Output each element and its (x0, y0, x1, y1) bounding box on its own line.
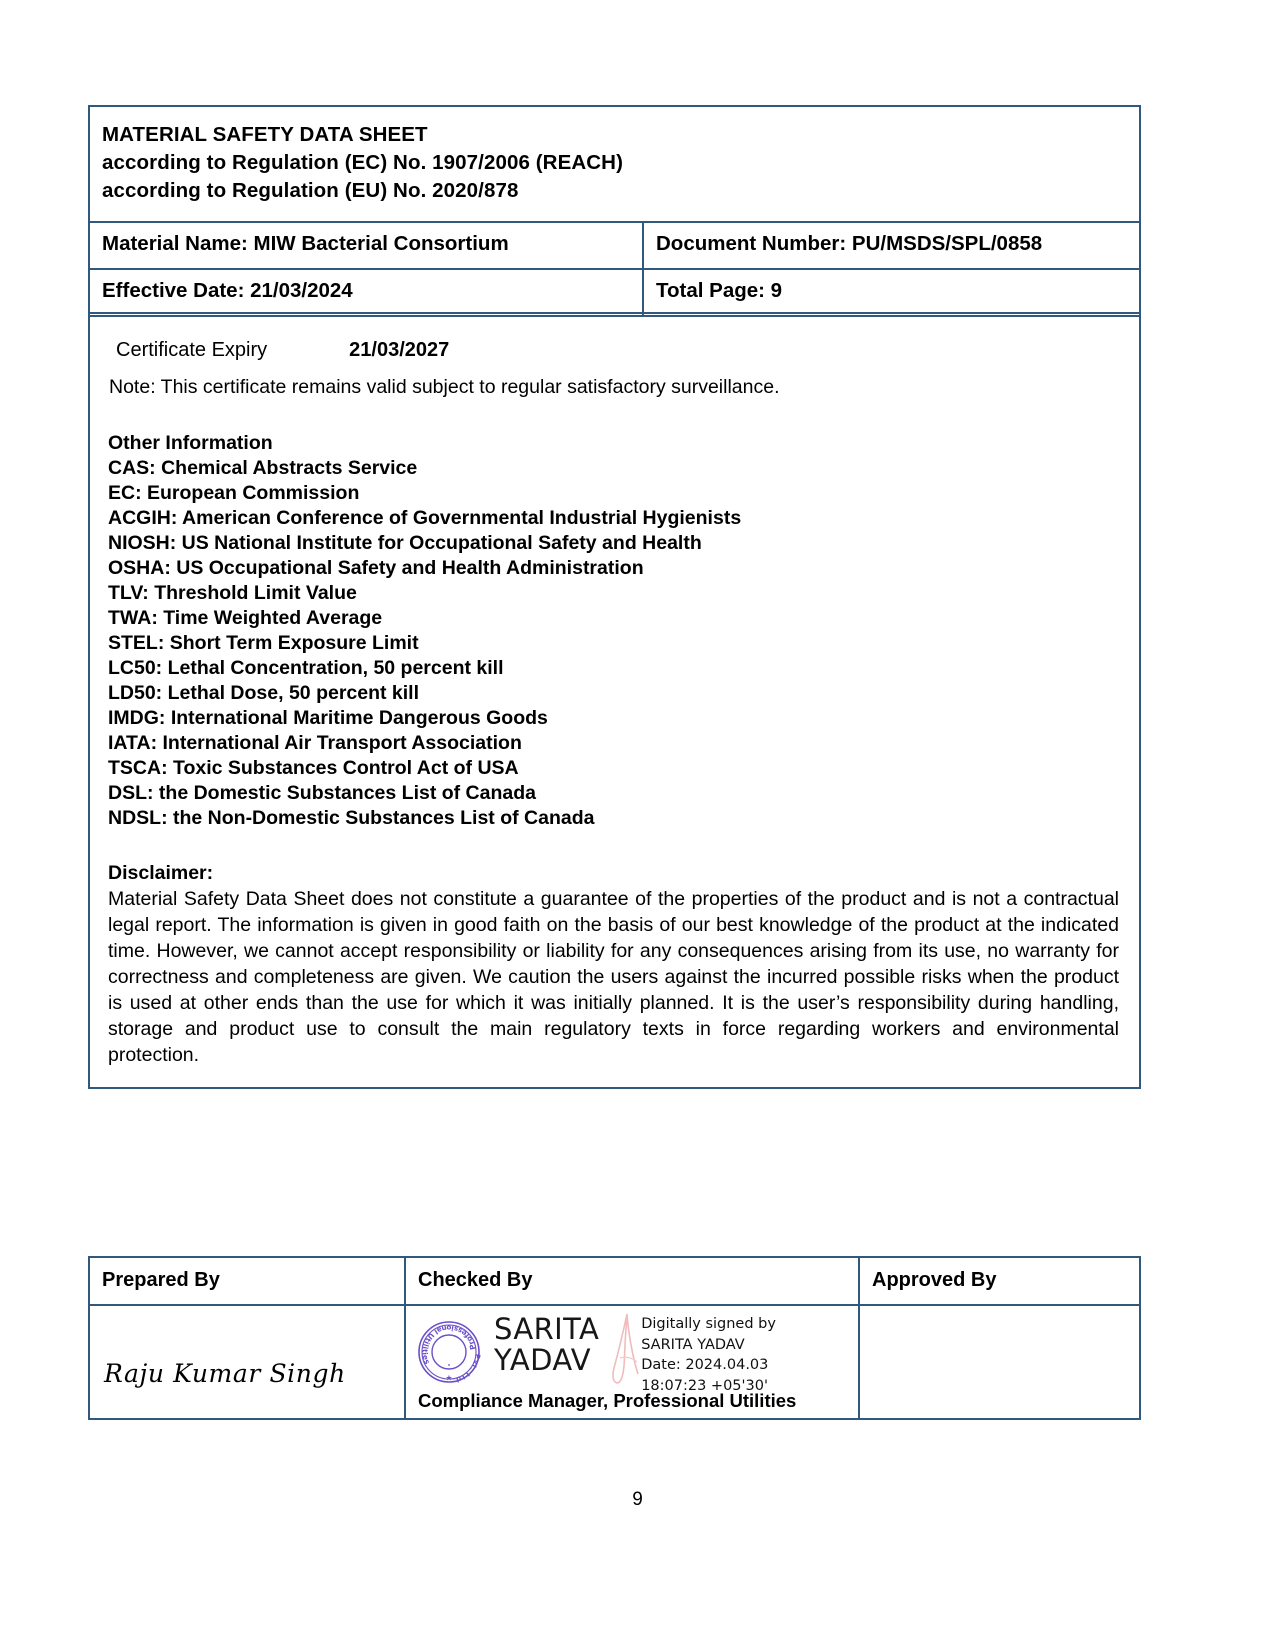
signature-body-row (89, 1305, 1140, 1419)
other-information-block (108, 431, 1119, 830)
effective-date-cell (89, 269, 643, 316)
effective-date-text: Effective Date: 21/03/2024 (102, 278, 353, 302)
header-title-line-2: according to Regulation (EC) No. 1907/2006 (REACH) (102, 151, 624, 175)
document-header-table (88, 105, 1141, 317)
digital-signature-meta-wrap (611, 1314, 776, 1396)
approved-by-label: Approved By (872, 1269, 997, 1291)
signature-table (88, 1256, 1141, 1420)
abbreviation-line: STEL: Short Term Exposure Limit (108, 631, 419, 654)
header-material-row (89, 222, 1140, 269)
disclaimer-block (108, 861, 1119, 1069)
svg-text:Pvt. Ltd.: Pvt. Ltd. (451, 1353, 482, 1385)
approved-by-header-cell (859, 1257, 1140, 1305)
approved-by-signature-cell (859, 1305, 1140, 1419)
body-content-cell (89, 313, 1140, 1088)
checked-by-label: Checked By (418, 1269, 533, 1291)
digital-signature-line: SARITA YADAV (641, 1336, 745, 1353)
checked-by-header-cell (405, 1257, 859, 1305)
abbreviation-line: LD50: Lethal Dose, 50 percent kill (108, 681, 420, 704)
handwritten-signature: Raju Kumar Singh (104, 1359, 346, 1388)
header-title-cell (89, 106, 1140, 222)
checked-by-signature-cell (405, 1305, 859, 1419)
abbreviation-line: TSCA: Toxic Substances Control Act of USA (108, 756, 519, 779)
prepared-by-signature-cell (89, 1305, 405, 1419)
signature-name-line-1: SARITA (494, 1312, 600, 1346)
signatory-role: Compliance Manager, Professional Utilities (418, 1390, 797, 1411)
svg-text:Professional Utilities: Professional Utilities (420, 1323, 478, 1366)
other-information-heading: Other Information (108, 432, 273, 455)
certificate-expiry-value: 21/03/2027 (349, 339, 450, 361)
abbreviation-line: ACGIH: American Conference of Governmental Industrial Hygienists (108, 507, 742, 530)
body-row (89, 313, 1140, 1088)
abbreviation-line: NDSL: the Non-Domestic Substances List of Canada (108, 806, 595, 829)
prepared-by-label: Prepared By (102, 1269, 220, 1291)
digital-signature-line: Digitally signed by (641, 1316, 776, 1332)
disclaimer-heading: Disclaimer: (108, 861, 214, 884)
signature-name-line-2: YADAV (494, 1342, 591, 1377)
certificate-expiry-label: Certificate Expiry (116, 339, 268, 361)
digital-signature-line: Date: 2024.04.03 (641, 1357, 769, 1374)
prepared-by-header-cell (89, 1257, 405, 1305)
document-number-cell (643, 222, 1140, 269)
digital-signature-stack (406, 1306, 858, 1418)
header-title-line-3: according to Regulation (EU) No. 2020/878 (102, 179, 519, 203)
abbreviation-line: DSL: the Domestic Substances List of Canada (108, 781, 537, 804)
header-title-row (89, 106, 1140, 222)
header-date-row (89, 269, 1140, 316)
header-title-line-1: MATERIAL SAFETY DATA SHEET (102, 123, 428, 146)
digital-signature-line: 18:07:23 +05'30' (641, 1377, 768, 1394)
document-body-table (88, 312, 1141, 1089)
certificate-note: Note: This certificate remains valid subject to regular satisfactory surveillance. (109, 376, 780, 398)
abbreviation-line: TWA: Time Weighted Average (108, 606, 383, 629)
abbreviation-line: NIOSH: US National Institute for Occupational Safety and Health (108, 532, 702, 555)
digital-signature-top-row (414, 1314, 776, 1396)
abbreviation-line: TLV: Threshold Limit Value (108, 582, 357, 605)
material-name-text: Material Name: MIW Bacterial Consortium (102, 232, 509, 256)
company-seal-icon (414, 1317, 484, 1387)
abbreviation-line: EC: European Commission (108, 482, 360, 505)
document-number-text: Document Number: PU/MSDS/SPL/0858 (656, 232, 1043, 256)
abbreviation-line: LC50: Lethal Concentration, 50 percent kill (108, 656, 504, 679)
signature-header-row (89, 1257, 1140, 1305)
certificate-expiry-row (116, 336, 1119, 364)
abbreviation-line: IMDG: International Maritime Dangerous Goods (108, 706, 548, 729)
signature-name-block (494, 1314, 599, 1375)
svg-text:★: ★ (445, 1373, 453, 1383)
abbreviation-line: CAS: Chemical Abstracts Service (108, 457, 418, 480)
material-name-cell (89, 222, 643, 269)
disclaimer-body: Material Safety Data Sheet does not constitute a guarantee of the properties of the product and is not a contractual legal report. The information is given in good faith on the basis of our best knowledge of the product at the indicated time. However, we cannot accept responsibility or liability for any consequences arising from its use, no warranty for correctness and completeness are given. We caution the users against the incurred possible risks when the product is used at other ends than the use for which it was initially planned. It is the user’s responsibility during handling, storage and product use to consult the main regulatory texts in force regarding workers and environmental protection. (108, 888, 1119, 1066)
acrobat-signature-mark-icon (611, 1312, 641, 1386)
total-page-cell (643, 269, 1140, 316)
footer-page-number: 9 (632, 1489, 643, 1510)
abbreviation-line: IATA: International Air Transport Association (108, 731, 522, 754)
total-page-text: Total Page: 9 (656, 278, 783, 302)
abbreviation-line: OSHA: US Occupational Safety and Health Administration (108, 557, 644, 580)
